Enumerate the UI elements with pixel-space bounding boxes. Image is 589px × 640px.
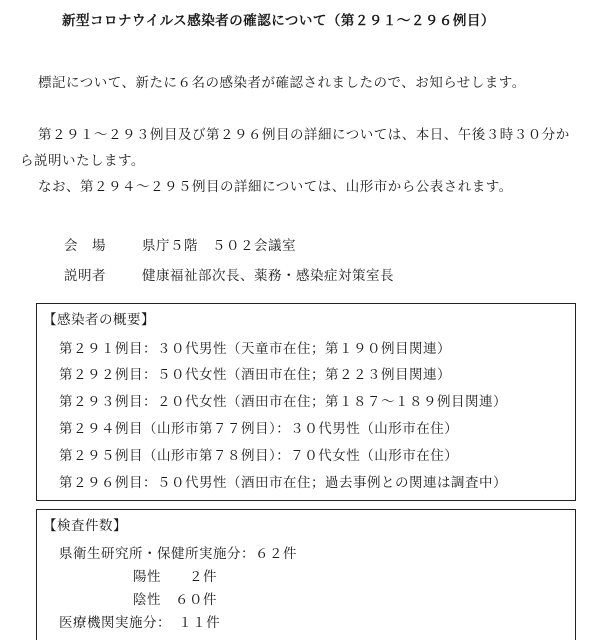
case-item: 第２９１例目：３０代男性（天童市在住；第１９０例目関連）	[59, 341, 451, 357]
prefectural-test-count: 県衛生研究所・保健所実施分：６２件	[59, 546, 297, 562]
test-count-box	[36, 509, 576, 640]
case-item: 第２９６例目：５０代男性（酒田市在住；過去事例との関連は調査中）	[59, 475, 507, 491]
paragraph-announcement: 標記について、新たに６名の感染者が確認されましたので、お知らせします。	[38, 75, 526, 91]
test-count-heading: 【検査件数】	[43, 518, 127, 534]
negative-count: 陰性 ６０件	[133, 592, 217, 608]
positive-count: 陽性 ２件	[133, 569, 217, 585]
venue-label: 会 場	[64, 238, 106, 254]
case-overview-heading: 【感染者の概要】	[43, 312, 155, 328]
paragraph-yamagata-city: なお、第２９４～２９５例目の詳細については、山形市から公表されます。	[38, 179, 513, 195]
case-item: 第２９５例目（山形市第７８例目）：７０代女性（山形市在住）	[59, 448, 459, 464]
meeting-venue	[64, 234, 296, 254]
presenter-value: 健康福祉部次長、薬務・感染症対策室長	[142, 268, 394, 284]
presenter-label: 説明者	[64, 268, 106, 284]
case-overview-box	[36, 303, 576, 501]
venue-value: 県庁５階 ５０２会議室	[142, 238, 296, 254]
medical-institution-count: 医療機関実施分： １１件	[59, 615, 221, 631]
case-item: 第２９４例目（山形市第７７例目）：３０代男性（山形市在住）	[59, 421, 459, 437]
meeting-presenter	[64, 264, 394, 284]
document-title: 新型コロナウイルス感染者の確認について（第２９１～２９６例目）	[62, 13, 495, 29]
paragraph-briefing: 第２９１～２９３例目及び第２９６例目の詳細については、本日、午後３時３０分から説明いたします。	[20, 127, 570, 169]
case-item: 第２９２例目：５０代女性（酒田市在住；第２２３例目関連）	[59, 367, 451, 383]
case-item: 第２９３例目：２０代女性（酒田市在住；第１８７～１８９例目関連）	[59, 394, 507, 410]
